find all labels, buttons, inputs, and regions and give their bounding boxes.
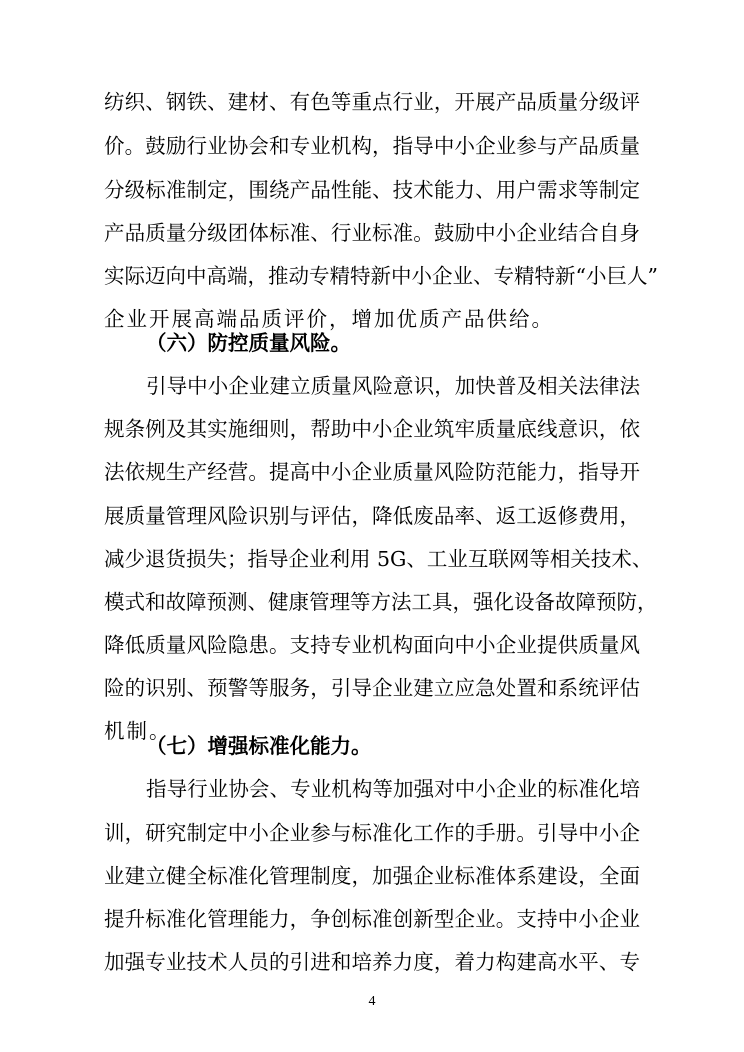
paragraph-line: 训，研究制定中小企业参与标准化工作的手册。引导中小企 [104, 821, 640, 845]
paragraph-line: 分级标准制定，围绕产品性能、技术能力、用户需求等制定 [104, 178, 640, 202]
paragraph-line: 指导行业协会、专业机构等加强对中小企业的标准化培 [146, 777, 640, 801]
paragraph-line: 纺织、钢铁、建材、有色等重点行业，开展产品质量分级评 [104, 90, 640, 114]
paragraph-line: 法依规生产经营。提高中小企业质量风险防范能力，指导开 [104, 460, 640, 484]
paragraph-line: 价。鼓励行业协会和专业机构，指导中小企业参与产品质量 [104, 134, 640, 158]
paragraph-line: 企业开展高端品质评价，增加优质产品供给。 [104, 307, 554, 331]
paragraph-line: 减少退货损失；指导企业利用 5G、工业互联网等相关技术、 [104, 547, 653, 571]
paragraph-line: 实际迈向中高端，推动专精特新中小企业、专精特新“小巨人” [104, 264, 658, 288]
paragraph-line: 规条例及其实施细则，帮助中小企业筑牢质量底线意识，依 [104, 417, 640, 441]
paragraph-line: 降低质量风险隐患。支持专业机构面向中小企业提供质量风 [104, 633, 640, 657]
paragraph-line: 险的识别、预警等服务，引导企业建立应急处置和系统评估 [104, 676, 640, 700]
paragraph-line: 展质量管理风险识别与评估，降低废品率、返工返修费用， [104, 504, 640, 528]
paragraph-line: 引导中小企业建立质量风险意识，加快普及相关法律法 [146, 374, 640, 398]
paragraph-line: 业建立健全标准化管理制度，加强企业标准体系建设，全面 [104, 864, 640, 888]
paragraph-line: 加强专业技术人员的引进和培养力度，着力构建高水平、专 [104, 950, 640, 974]
paragraph-line: 模式和故障预测、健康管理等方法工具，强化设备故障预防， [104, 590, 658, 614]
section-heading-6: （六）防控质量风险。 [146, 331, 351, 355]
page-number: 4 [368, 994, 376, 1009]
section-heading-7: （七）增强标准化能力。 [146, 734, 372, 758]
paragraph-line: 提升标准化管理能力，争创标准创新型企业。支持中小企业 [104, 907, 640, 931]
paragraph-line: 机制。 [104, 719, 172, 743]
paragraph-line: 产品质量分级团体标准、行业标准。鼓励中小企业结合自身 [104, 221, 640, 245]
